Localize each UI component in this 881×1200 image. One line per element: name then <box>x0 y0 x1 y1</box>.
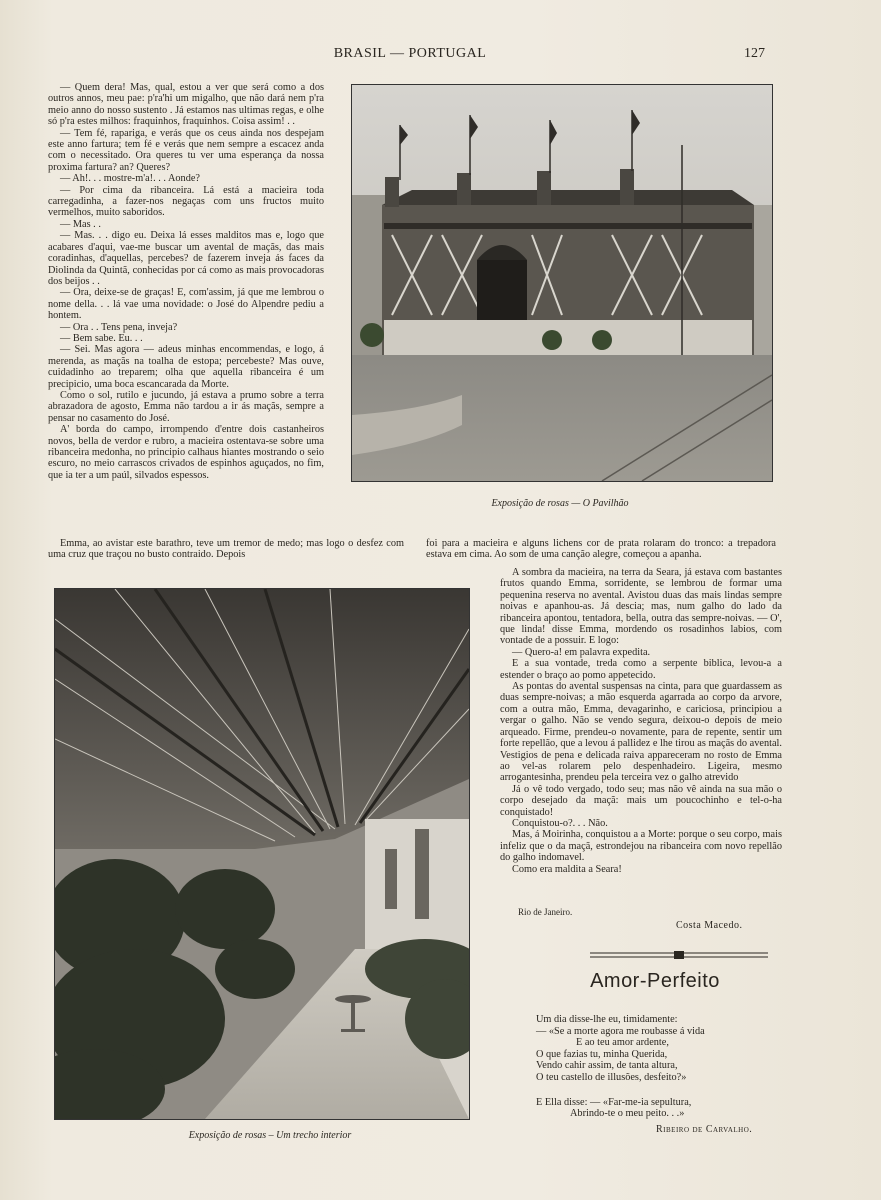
paragraph: Emma, ao avistar este barathro, teve um tremor de medo; mas logo o desfez com uma cruz que traçou no busto contraido. Depois <box>48 538 404 561</box>
paragraph: — Bem sabe. Eu. . . <box>60 332 143 344</box>
poem-line: Abrindo-te o meu peito. . .» <box>570 1108 685 1120</box>
photo-caption-pavilion: Exposição de rosas — O Pavilhão <box>491 498 629 509</box>
paragraph: — Ah!. . . mostre-m'a!. . . Aonde? <box>60 173 200 185</box>
paragraph: Como o sol, rutilo e jucundo, já estava a prumo sobre a terra abrazadora de agosto, Emma não tardou a ir ás maçãs, sempre a pensar no casamento do José. <box>48 389 324 424</box>
poem-line: E Ella disse: — «Far-me-ia sepultura, <box>536 1096 692 1108</box>
poem-line: — «Se a morte agora me roubasse á vida <box>536 1025 705 1037</box>
poem-author: Ribeiro de Carvalho. <box>656 1124 753 1135</box>
paragraph: — Sei. Mas agora — adeus minhas encommendas, e logo, á merenda, as maçãs na toalha de estopa; percebeste? Mas ouve, cuidadinho ao treparem; olha que aquella ribanceira é um precipicio, uma boca escancarada da Morte. <box>48 344 324 390</box>
poem-line: O que fazias tu, minha Querida, <box>536 1048 668 1060</box>
paragraph: A sombra da macieira, na terra da Seara, já estava com bastantes frutos quando Emma, sorridente, se lembrou de formar uma pequenina reserva no avental. Avistou duas das mais lindas sempre noivas e apanhou-as. Já descia; mas, num galho do lado da ribanceira apontou, tentadora, bella, outra das sempre-noivas. — O', que linda! disse Emma, mordendo os rosadinhos labios, com vontade de a possuir. E logo: <box>500 567 782 647</box>
story-continuation-right <box>426 538 776 561</box>
paragraph: — Por cima da ribanceira. Lá está a macieira toda carregadinha, a fazer-nos negaças com uns fructos muito vermelhos, muito saboridos. <box>48 184 324 219</box>
poem-title: Amor-Perfeito <box>590 970 720 992</box>
story-column-left <box>48 82 324 481</box>
photo-interior <box>54 588 470 1120</box>
paragraph: foi para a macieira e alguns lichens cor de prata rolaram do tronco: a trepadora estava em cima. Ao som de uma canção alegre, começou a apanha. <box>426 538 776 561</box>
pavilion-illustration <box>352 85 772 481</box>
story-author: Costa Macedo. <box>676 920 743 931</box>
divider-ornament <box>590 946 768 954</box>
paragraph: — Tem fé, rapariga, e verás que os ceus ainda nos despejam este anno fartura; tem fé e verás que nem sempre a escacez anda com o necessitado. Ora queres tu ver uma esperança da nossa proxima fartura? an? Queres? <box>48 127 324 173</box>
paragraph: E a sua vontade, treda como a serpente biblica, levou-a a estender o braço ao pomo appetecido. <box>500 658 782 681</box>
paragraph: A' borda do campo, irrompendo d'entre dois castanheiros novos, bella de verdor e rubro, a macieira ostentava-se sobre uma ribanceira medonha, no principio calhaus hiantes mostrando o seio escuro, no meio carrascos crivados de espinhos aguçados, no fim, que ia ter a um paúl, silvados espessos. <box>48 424 324 481</box>
poem-line: Vendo cahir assim, de tanta altura, <box>536 1060 678 1072</box>
story-column-right <box>500 567 782 875</box>
paragraph: — Quem dera! Mas, qual, estou a ver que será como a dos outros annos, meu pae: p'ra'hi um migalho, que não dará nem p'ra meio anno do nosso sustento . Já estamos nas ultimas regas, e olhe só p'ra estes milhos: fraquinhos, fraquinhos. Coisa assim! . . <box>48 82 324 128</box>
page-number: 127 <box>744 46 765 61</box>
story-place: Rio de Janeiro. <box>518 907 573 917</box>
photo-caption-interior: Exposição de rosas – Um trecho interior <box>188 1130 352 1141</box>
story-continuation-left <box>48 538 404 561</box>
paragraph: — Mas . . <box>60 218 101 230</box>
poem-line: Um dia disse-lhe eu, timidamente: <box>536 1014 678 1025</box>
paragraph: Mas, á Moirinha, conquistou a a Morte: porque o seu corpo, mais infeliz que o da maçã, estrondejou na ribanceira com novo repellão do galho indomavel. <box>500 829 782 864</box>
paragraph: — Ora, deixe-se de graças! E, com'assim, já que me lembrou o nome della. . . lá vae uma novidade: o José do Alpendre pediu a hontem. <box>48 287 324 322</box>
paragraph: As pontas do avental suspensas na cinta, para que guardassem as duas sempre-noivas; a mão esquerda agarrada ao corpo da arvore, com a outra mão, Emma, devagarinho, e cariciosa, principiou a vergar o galho. Não se vendo segura, deixou-o depois de meio arqueado. Firme, prendeu-o novamente, para de repente, sentir um forte repellão, que a levou á pallidez e lhe tirou as maçãs do avental. Vestigios de pena e delicada raiva appareceram no rosto de Emma ao vel-as rolarem pelo despenhadeiro. Ligeira, mesmo arrogantesinha, prendeu pela terceira vez o galho atrevido <box>500 681 782 784</box>
paragraph: — Quero-a! em palavra expedita. <box>512 646 651 658</box>
paragraph: Já o vê todo vergado, todo seu; mas não vê ainda na sua mão o corpo desejado da maçã: mais um poucochinho e tel-o-ha conquistado! <box>500 783 782 818</box>
running-header: BRASIL — PORTUGAL <box>333 46 487 61</box>
photo-pavilion <box>351 84 773 482</box>
paragraph: — Ora . . Tens pena, inveja? <box>60 321 178 333</box>
paragraph: Conquistou-o?. . . Não. <box>512 817 608 829</box>
poem-line: O teu castello de illusões, desfeito?» <box>536 1071 687 1083</box>
poem-line: E ao teu amor ardente, <box>576 1037 669 1049</box>
paragraph: — Mas. . . digo eu. Deixa lá esses malditos mas e, logo que acabares d'aqui, vae-me buscar um avental de maçãs, das mais coradinhas, d'aquellas, percebes? de fazerem inveja ás faces da Diolinda da Quintã, conhecidas por cá como as mais provocadoras dos beijos . . <box>48 230 324 287</box>
interior-illustration <box>55 589 469 1119</box>
paragraph: Como era maldita a Seara! <box>512 863 622 875</box>
poem-body <box>536 1014 776 1120</box>
